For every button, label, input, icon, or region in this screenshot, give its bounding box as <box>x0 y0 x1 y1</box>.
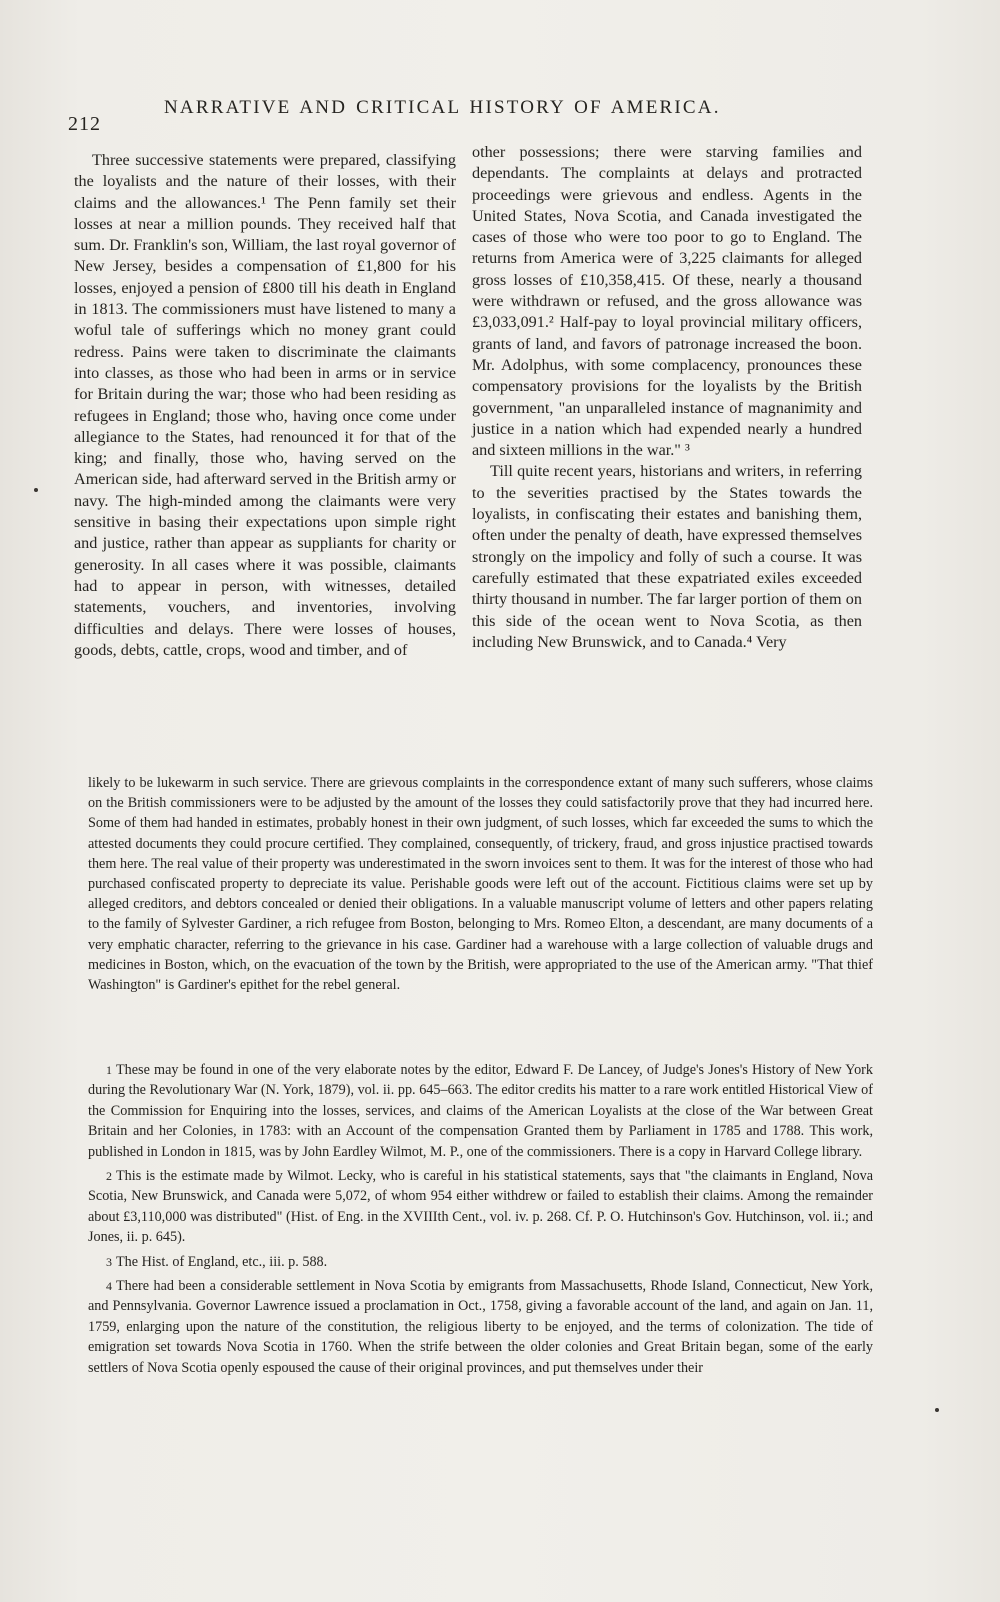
running-head <box>68 95 768 135</box>
print-speck <box>34 488 38 492</box>
body-paragraph: Till quite recent years, historians and writers, in referring to the severities practised by the States towards the loyalists, in confiscating their estates and banishing them, often under the penalty of death, have expressed themselves strongly on the impolicy and folly of such a course. It was carefully estimated that these expatriated exiles exceeded thirty thousand in number. The far larger portion of them on this side of the ocean went to Nova Scotia, as then including New Brunswick, and to Canada.⁴ Very <box>472 462 862 651</box>
footnote-number: 4 <box>106 1279 112 1294</box>
right-text-column <box>472 142 862 653</box>
page-number: 212 <box>68 113 101 135</box>
body-paragraph: Three successive statements were prepared, classifying the loyalists and the nature of their losses, with their claims and the allowances.¹ The Penn family set their losses at near a million pounds. They received half that sum. Dr. Franklin's son, William, the last royal governor of New Jersey, besides a compensation of £1,800 for his losses, enjoyed a pension of £800 till his death in England in 1813. The commissioners must have listened to many a woful tale of sufferings which no money grant could redress. Pains were taken to discriminate the claimants into classes, as those who had been in arms or in service for Britain during the war; those who had been residing as refugees in England; those who, having once come under allegiance to the States, had renounced it for that of the king; and finally, those who, having served on the American side, had afterward served in the British army or navy. The high-minded among the claimants were very sensitive in basing their expectations upon simple right and justice, rather than appear as suppliants for charity or generosity. In all cases where it was possible, claimants had to appear in person, with witnesses, detailed statements, vouchers, and inventories, involving difficulties and delays. There were losses of houses, goods, debts, cattle, crops, wood and timber, and of <box>74 151 456 659</box>
footnote-text: The Hist. of England, etc., iii. p. 588. <box>116 1253 328 1270</box>
footnote-number: 3 <box>106 1254 112 1269</box>
footnote-continuation <box>88 773 873 995</box>
footnote-text: This is the estimate made by Wilmot. Lecky, who is careful in his statistical statements, says that "the claimants in England, Nova Scotia, New Brunswick, and Canada were 5,072, of whom 954 either withdrew or failed to establish their claims. Among the remainder about £3,110,000 was distributed" (Hist. of Eng. in the XVIIIth Cent., vol. iv. p. 268. Cf. P. O. Hutchinson's Gov. Hutchinson, vol. ii.; and Jones, ii. p. 645). <box>88 1168 873 1246</box>
running-title: NARRATIVE AND CRITICAL HISTORY OF AMERICA. <box>164 97 721 118</box>
footnote-number: 2 <box>106 1169 112 1184</box>
print-speck <box>935 1408 939 1412</box>
footnote <box>88 1252 873 1272</box>
footnotes <box>88 1060 873 1382</box>
left-text-column <box>74 150 456 661</box>
footnote <box>88 1166 873 1248</box>
footnote <box>88 1060 873 1162</box>
footnote-continuation-text: likely to be lukewarm in such service. There are grievous complaints in the correspondence extant of many such sufferers, whose claims on the British commissioners were to be adjusted by the amount of the losses they could satisfactorily prove that they had incurred here. Some of them had handed in estimates, probably honest in their own judgment, of such losses, which far exceeded the sums to which the attested documents they could procure certified. They complained, consequently, of trickery, fraud, and gross injustice practised towards them here. The real value of their property was underestimated in the sworn invoices sent to them. It was for the interest of those who had purchased confiscated property to depreciate its value. Perishable goods were left out of the account. Fictitious claims were set up by alleged creditors, and debtors concealed or denied their obligations. In a valuable manuscript volume of letters and other papers relating to the family of Sylvester Gardiner, a rich refugee from Boston, belonging to Mrs. Romeo Elton, a descendant, are many documents of a very emphatic character, referring to the grievance in his case. Gardiner had a warehouse with a large collection of valuable drugs and medicines in Boston, which, on the evacuation of the town by the British, were appropriated to the use of the American army. "That thief Washington" is Gardiner's epithet for the rebel general. <box>88 775 873 994</box>
footnote-text: There had been a considerable settlement in Nova Scotia by emigrants from Massachusetts, Rhode Island, Connecticut, New York, and Pennsylvania. Governor Lawrence issued a proclamation in Oct., 1758, giving a favorable account of the land, and again on Jan. 11, 1759, enlarging upon the nature of the constitution, the religious liberty to be enjoyed, and the terms of colonization. The tide of emigration set towards Nova Scotia in 1760. When the strife between the older colonies and Great Britain began, some of the early settlers of Nova Scotia openly espoused the cause of their original provinces, and put themselves under their <box>88 1278 873 1376</box>
body-paragraph: other possessions; there were starving families and dependants. The complaints at delays and protracted proceedings were grievous and endless. Agents in the United States, Nova Scotia, and Canada investigated the cases of those who were too poor to go to England. The returns from America were of 3,225 claimants for alleged gross losses of £10,358,415. Of these, nearly a thousand were withdrawn or refused, and the gross allowance was £3,033,091.² Half-pay to loyal provincial military officers, grants of land, and favors of patronage increased the boon. Mr. Adolphus, with some complacency, pronounces these compensatory provisions for the loyalists by the British government, "an unparalleled instance of magnanimity and justice in a nation which had expended nearly a hundred and sixteen millions in the war." ³ <box>472 143 862 460</box>
footnote-number: 1 <box>106 1063 112 1077</box>
footnote-text: These may be found in one of the very elaborate notes by the editor, Edward F. De Lancey, of Judge's Jones's History of New York during the Revolutionary War (N. York, 1879), vol. ii. pp. 645–663. The editor credits his matter to a rare work entitled Historical View of the Commission for Enquiring into the losses, services, and claims of the American Loyalists at the close of the War between Great Britain and her Colonies, in 1783: with an Account of the compensation Granted them by Parliament in 1785 and 1788. This work, published in London in 1815, was by John Eardley Wilmot, M. P., one of the commissioners. There is a copy in Harvard College library. <box>88 1062 873 1160</box>
footnote <box>88 1276 873 1378</box>
